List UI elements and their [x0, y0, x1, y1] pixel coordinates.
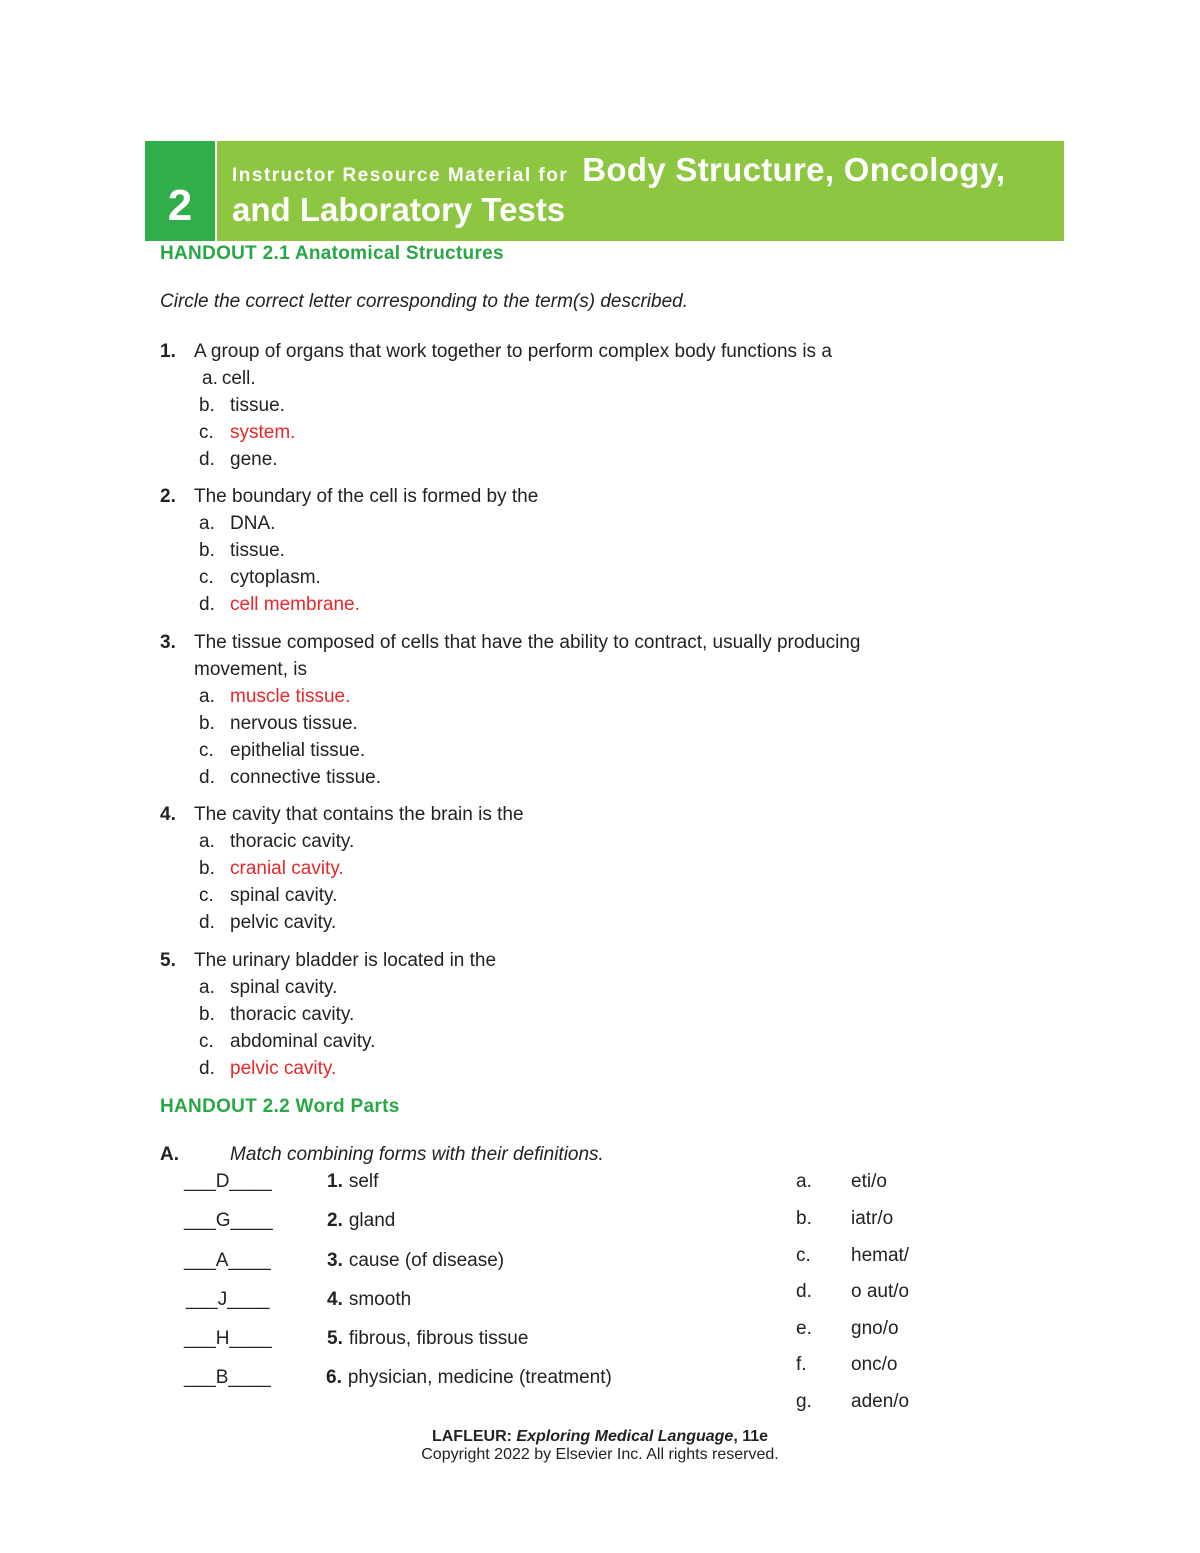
question-stem: A group of organs that work together to perform complex body functions is a: [194, 341, 832, 362]
option-c[interactable]: [199, 1028, 1000, 1055]
option-a[interactable]: [202, 365, 1000, 392]
option-d[interactable]: [199, 764, 1000, 791]
choice-text-c: hemat/: [851, 1245, 910, 1266]
term-text: gland: [348, 1210, 396, 1231]
term-1: [327, 1171, 378, 1193]
answer-blank-1[interactable]: ___D____: [184, 1171, 272, 1192]
term-number: 2.: [327, 1210, 343, 1231]
option-letter: d.: [199, 767, 215, 788]
option-b[interactable]: [199, 1001, 1000, 1028]
page-footer: [0, 1428, 1200, 1464]
footer-book-title: Exploring Medical Language: [516, 1428, 734, 1445]
choice-letter-b: b.: [796, 1208, 812, 1229]
option-letter: c.: [199, 567, 214, 588]
choice-text-d: o aut/o: [851, 1281, 910, 1302]
choice-text-g: aden/o: [851, 1391, 910, 1412]
option-text: abdominal cavity.: [230, 1031, 376, 1052]
option-a-correct[interactable]: [199, 683, 1000, 710]
option-letter: b.: [199, 1004, 215, 1025]
option-c-correct[interactable]: [199, 419, 1000, 446]
question-number: 1.: [160, 341, 176, 362]
option-letter: a.: [199, 513, 215, 534]
option-letter: b.: [199, 540, 215, 561]
option-text: nervous tissue.: [230, 713, 358, 734]
option-text: DNA.: [230, 513, 276, 534]
handout-2-2-title: HANDOUT 2.2 Word Parts: [160, 1096, 400, 1117]
option-c[interactable]: [199, 564, 1000, 591]
option-text: thoracic cavity.: [230, 1004, 355, 1025]
choice-letter-f: f.: [796, 1354, 807, 1375]
choice-text-b: iatr/o: [851, 1208, 894, 1229]
choice-letter-c: c.: [796, 1245, 811, 1266]
option-letter: d.: [199, 912, 215, 933]
option-text: system.: [230, 422, 296, 443]
option-text: cell membrane.: [230, 594, 360, 615]
footer-copyright: Copyright 2022 by Elsevier Inc. All rights reserved.: [421, 1446, 779, 1463]
term-6: [326, 1367, 612, 1389]
option-text: spinal cavity.: [230, 885, 338, 906]
option-letter: d.: [199, 449, 215, 470]
question-stem: The cavity that contains the brain is the: [194, 804, 524, 825]
footer-edition: , 11e: [733, 1428, 769, 1445]
question-number: 2.: [160, 486, 176, 507]
option-a[interactable]: [199, 828, 1000, 855]
option-text: spinal cavity.: [230, 977, 338, 998]
question-2: [160, 483, 1000, 618]
option-text: pelvic cavity.: [230, 912, 337, 933]
option-text: cranial cavity.: [230, 858, 344, 879]
choice-text-a: eti/o: [851, 1171, 887, 1192]
option-a[interactable]: [199, 974, 1000, 1001]
option-text: muscle tissue.: [230, 686, 351, 707]
term-number: 4.: [327, 1289, 343, 1310]
choice-letter-a: a.: [796, 1171, 812, 1192]
term-4: [327, 1289, 411, 1311]
section-label: A.: [160, 1144, 179, 1165]
footer-book-line: [0, 1428, 1200, 1446]
answer-blank-3[interactable]: ___A____: [184, 1250, 271, 1271]
option-text: epithelial tissue.: [230, 740, 366, 761]
option-letter: a.: [202, 368, 218, 389]
chapter-number-box: [145, 141, 217, 241]
term-3: [327, 1250, 504, 1272]
option-d[interactable]: [199, 446, 1000, 473]
option-c[interactable]: [199, 737, 1000, 764]
option-text: pelvic cavity.: [230, 1058, 337, 1079]
footer-author: LAFLEUR:: [431, 1428, 512, 1445]
option-b[interactable]: [199, 537, 1000, 564]
answer-blank-5[interactable]: ___H____: [184, 1328, 272, 1349]
option-text: connective tissue.: [230, 767, 382, 788]
question-number: 5.: [160, 950, 176, 971]
choice-letter-g: g.: [796, 1391, 812, 1412]
option-text: tissue.: [230, 540, 285, 561]
question-1: [160, 338, 1000, 473]
option-letter: d.: [199, 1058, 215, 1079]
option-letter: b.: [199, 858, 215, 879]
banner-title-prefix: Instructor Resource Material for: [232, 165, 569, 186]
handout-2-1-instruction: Circle the correct letter corresponding to the term(s) described.: [160, 291, 688, 312]
question-stem-line-2: movement, is: [194, 659, 307, 680]
option-a[interactable]: [199, 510, 1000, 537]
term-text: physician, medicine (treatment): [347, 1367, 612, 1388]
option-text: thoracic cavity.: [230, 831, 355, 852]
question-number: 4.: [160, 804, 176, 825]
choice-text-e: gno/o: [851, 1318, 899, 1339]
option-b[interactable]: [199, 392, 1000, 419]
option-text: tissue.: [230, 395, 285, 416]
term-number: 1.: [327, 1171, 343, 1192]
option-letter: c.: [199, 885, 214, 906]
option-letter: c.: [199, 740, 214, 761]
question-number: 3.: [160, 632, 176, 653]
choice-text-f: onc/o: [851, 1354, 898, 1375]
option-d[interactable]: [199, 909, 1000, 936]
option-letter: b.: [199, 395, 215, 416]
option-d-correct[interactable]: [199, 1055, 1000, 1082]
term-text: cause (of disease): [348, 1250, 505, 1271]
option-letter: b.: [199, 713, 215, 734]
term-number: 5.: [327, 1328, 343, 1349]
option-text: gene.: [230, 449, 278, 470]
term-number: 3.: [327, 1250, 343, 1271]
question-5: [160, 947, 1000, 1082]
question-stem: The urinary bladder is located in the: [194, 950, 497, 971]
option-letter: a.: [199, 831, 215, 852]
answer-blank-6[interactable]: ___B____: [184, 1367, 271, 1388]
option-b-correct[interactable]: [199, 855, 1000, 882]
banner-title-line2: and Laboratory Tests: [232, 191, 566, 228]
term-number: 6.: [326, 1367, 342, 1388]
choice-letter-e: e.: [796, 1318, 812, 1339]
term-text: smooth: [348, 1289, 412, 1310]
banner-title-line1: Body Structure, Oncology,: [582, 151, 1006, 188]
question-3: [160, 629, 1000, 791]
option-letter: d.: [199, 594, 215, 615]
option-c[interactable]: [199, 882, 1000, 909]
term-5: [327, 1328, 528, 1350]
choice-letter-d: d.: [796, 1281, 812, 1302]
handout-2-1-title: HANDOUT 2.1 Anatomical Structures: [160, 243, 504, 264]
option-letter: a.: [199, 977, 215, 998]
term-text: fibrous, fibrous tissue: [348, 1328, 529, 1349]
chapter-banner: [145, 141, 1064, 241]
term-text: self: [348, 1171, 379, 1192]
option-d-correct[interactable]: [199, 591, 1000, 618]
option-letter: a.: [199, 686, 215, 707]
question-4: [160, 801, 1000, 936]
option-text: cytoplasm.: [230, 567, 321, 588]
banner-title: [232, 151, 1052, 229]
option-b[interactable]: [199, 710, 1000, 737]
match-instruction: Match combining forms with their definitions.: [230, 1144, 604, 1165]
chapter-number: 2: [167, 181, 193, 230]
option-letter: c.: [199, 1031, 214, 1052]
option-text: cell.: [221, 368, 256, 389]
term-2: [327, 1210, 395, 1232]
answer-blank-4[interactable]: ___J____: [186, 1289, 270, 1310]
question-stem-line-1: The tissue composed of cells that have the ability to contract, usually producing: [194, 632, 861, 653]
option-letter: c.: [199, 422, 214, 443]
question-stem: The boundary of the cell is formed by the: [194, 486, 539, 507]
answer-blank-2[interactable]: ___G____: [184, 1210, 273, 1231]
